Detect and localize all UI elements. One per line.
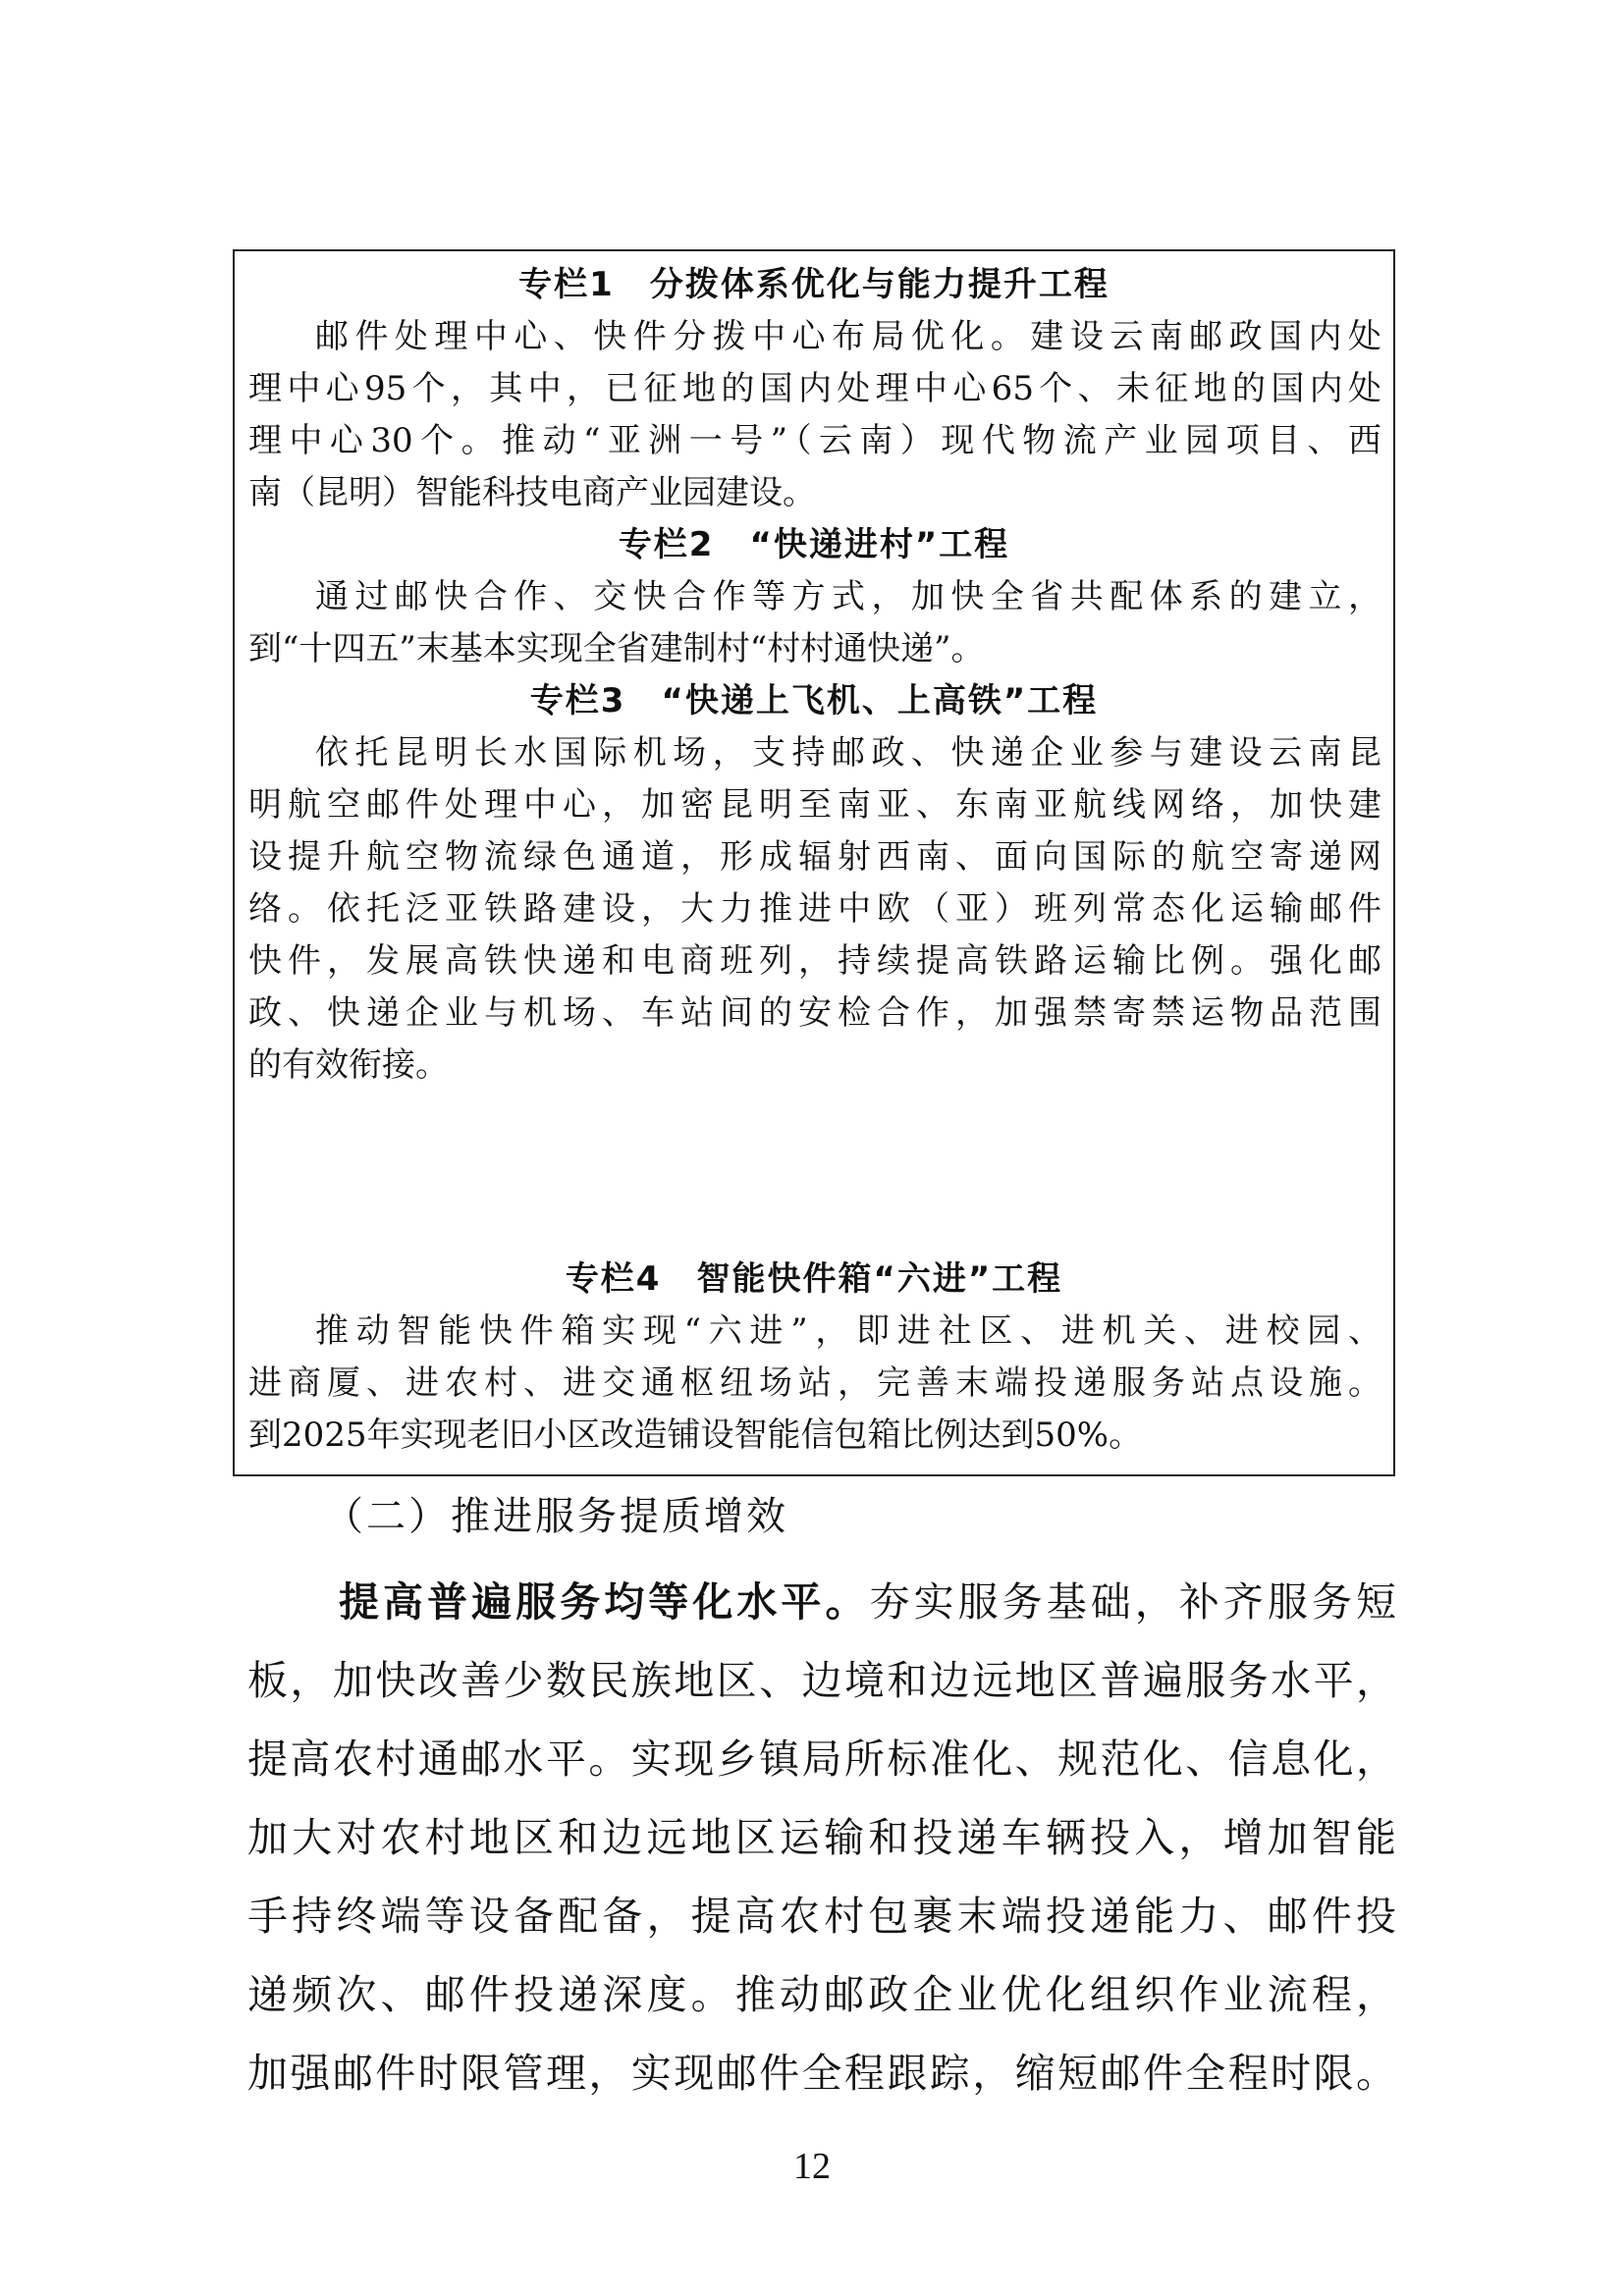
- column-3-line: 明航空邮件处理中心，加密昆明至南亚、东南亚航线网络，加快建: [248, 785, 1381, 825]
- column-2-title: 专栏2 “快递进村”工程: [618, 525, 1010, 564]
- column-2-line: 到“十四五”末基本实现全省建制村“村村通快递”。: [248, 629, 985, 668]
- paragraph-line: 加强邮件时限管理，实现邮件全程跟踪，缩短邮件全程时限。: [247, 2050, 1396, 2097]
- column-4-line: 进商厦、进农村、进交通枢纽场站，完善末端投递服务站点设施。: [248, 1363, 1381, 1403]
- column-3-line: 的有效衔接。: [248, 1045, 449, 1085]
- column-3-line: 依托昆明长水国际机场，支持邮政、快递企业参与建设云南昆: [315, 733, 1381, 773]
- special-columns-box: [233, 249, 1395, 1476]
- column-1-title: 专栏1 分拨体系优化与能力提升工程: [518, 265, 1110, 304]
- column-3-line: 政、快递企业与机场、车站间的安检合作，加强禁寄禁运物品范围: [248, 993, 1381, 1033]
- paragraph-line: 板，加快改善少数民族地区、边境和边远地区普遍服务水平，: [247, 1657, 1396, 1704]
- column-3-line: 设提升航空物流绿色通道，形成辐射西南、面向国际的航空寄递网: [248, 837, 1381, 877]
- paragraph-line: 提高农村通邮水平。实现乡镇局所标准化、规范化、信息化，: [247, 1735, 1396, 1783]
- column-1-line: 邮件处理中心、快件分拨中心布局优化。建设云南邮政国内处: [315, 317, 1381, 356]
- paragraph-line: 递频次、邮件投递深度。推动邮政企业优化组织作业流程，: [247, 1971, 1396, 2018]
- column-4-line: 推动智能快件箱实现“六进”，即进社区、进机关、进校园、: [315, 1311, 1381, 1351]
- column-1-line: 理中心95个，其中，已征地的国内处理中心65个、未征地的国内处: [248, 369, 1381, 408]
- page-number: 12: [793, 2146, 831, 2187]
- paragraph-line: 加大对农村地区和边远地区运输和投递车辆投入，增加智能: [247, 1814, 1396, 1861]
- paragraph-line: 手持终端等设备配备，提高农村包裹末端投递能力、邮件投: [247, 1893, 1396, 1940]
- column-3-title: 专栏3 “快递上飞机、上高铁”工程: [529, 681, 1099, 721]
- column-1-line: 理中心30个。推动“亚洲一号”（云南）现代物流产业园项目、西: [248, 421, 1381, 460]
- column-2-line: 通过邮快合作、交快合作等方式，加快全省共配体系的建立，: [315, 577, 1381, 616]
- paragraph-lead: 提高普遍服务均等化水平。: [339, 1578, 870, 1626]
- paragraph-first-line-rest: 夯实服务基础，补齐服务短: [869, 1578, 1397, 1626]
- column-3-line: 快件，发展高铁快递和电商班列，持续提高铁路运输比例。强化邮: [248, 941, 1381, 981]
- column-4-line: 到2025年实现老旧小区改造铺设智能信包箱比例达到50%。: [248, 1415, 1143, 1455]
- column-1-line: 南（昆明）智能科技电商产业园建设。: [248, 473, 816, 512]
- column-3-line: 络。依托泛亚铁路建设，大力推进中欧（亚）班列常态化运输邮件: [248, 889, 1381, 929]
- column-4-title: 专栏4 智能快件箱“六进”工程: [565, 1259, 1063, 1299]
- paragraph-first-line: [339, 1577, 1396, 1627]
- section-heading: （二）推进服务提质增效: [324, 1494, 788, 1539]
